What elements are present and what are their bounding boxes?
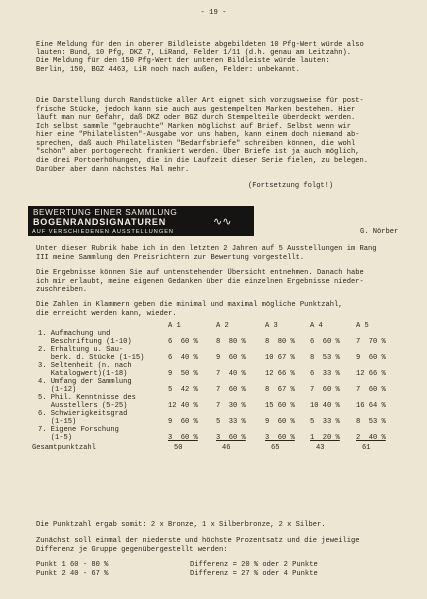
table-cell: 15 60 %	[265, 402, 295, 410]
squiggle-ornament: ∿∿	[213, 215, 232, 228]
paragraph-line: frische Stücke, jedoch kann sie auch aus gestempelten Marken bestehen. Hier	[36, 106, 356, 114]
column-header: A 1	[168, 322, 181, 330]
table-row	[38, 426, 402, 434]
paragraph-line: III meine Sammlung den Preisrichtern zur Bewertung vorgestellt.	[36, 254, 305, 262]
table-row	[38, 354, 402, 362]
intro-line: Eine Meldung für den in oberer Bildleiste abgebildeten 10 Pfg-Wert würde also	[36, 41, 364, 49]
table-cell: 16 64 %	[356, 402, 386, 410]
paragraph-line: sprechen, daß auch Philatelisten "Bedarfsbriefe" schreiben können, die wohl	[36, 140, 356, 148]
paragraph-line: läuft man nur Gefahr, daß DKZ oder BGZ durch Stempelteile überdeckt werden.	[36, 114, 356, 122]
paragraph-line: Ich selbst sammle "gebrauchte" Marken möglichst auf Brief. Selbst wenn wir	[36, 123, 352, 131]
heading-line-1: BEWERTUNG EINER SAMMLUNG	[33, 208, 178, 217]
table-cell: 10 67 %	[265, 354, 295, 362]
heading-line-2: BOGENRANDSIGNATUREN	[33, 217, 167, 227]
intro-line: Die Meldung für den 150 Pfg-Wert der unteren Bildleiste würde lauten:	[36, 57, 330, 65]
table-cell: 5 42 %	[168, 386, 198, 394]
table-cell: 12 66 %	[265, 370, 295, 378]
total-cell: 61	[362, 444, 371, 452]
continuation-note: (Fortsetzung folgt!)	[248, 182, 334, 190]
paragraph-line: zuschreiben.	[36, 286, 88, 294]
paragraph-line: die erreicht werden kann, wieder.	[36, 310, 177, 318]
table-cell: 8 53 %	[356, 418, 386, 426]
point-difference: Differenz = 27 % oder 4 Punkte	[190, 570, 318, 578]
table-cell: 8 53 %	[310, 354, 340, 362]
table-cell: 5 33 %	[310, 418, 340, 426]
row-label: (1-5)	[38, 434, 73, 442]
table-cell: 5 33 %	[216, 418, 246, 426]
table-row	[38, 410, 402, 418]
table-cell: 6 40 %	[168, 354, 198, 362]
point-difference: Differenz = 20 % oder 2 Punkte	[190, 561, 318, 569]
table-row	[38, 362, 402, 370]
section-heading-banner	[28, 206, 254, 236]
row-label: 4. Umfang der Sammlung	[38, 378, 132, 386]
table-cell: 9 60 %	[356, 354, 386, 362]
result-line: Die Punktzahl ergab somit: 2 x Bronze, 1 x Silberbronze, 2 x Silber.	[36, 521, 326, 529]
table-row	[38, 338, 402, 346]
row-label: 7. Eigene Forschung	[38, 426, 119, 434]
table-row	[38, 330, 402, 338]
row-label: (1-15)	[38, 418, 77, 426]
total-label: Gesamtpunktzahl	[32, 444, 96, 452]
table-cell: 8 80 %	[216, 338, 246, 346]
intro-line: Berlin, 150, BGZ 4463, LiR noch nach außen, Felder: unbekannt.	[36, 66, 300, 74]
row-label: Beschriftung (1-10)	[38, 338, 132, 346]
table-row	[38, 434, 402, 442]
row-label: Katalogwert)(1-18)	[38, 370, 128, 378]
table-cell: 7 70 %	[356, 338, 386, 346]
table-cell: 12 66 %	[356, 370, 386, 378]
table-cell: 1 20 %	[310, 434, 340, 442]
table-row	[38, 386, 402, 394]
table-cell: 7 60 %	[216, 386, 246, 394]
article-author: G. Nörber	[360, 228, 399, 236]
table-row	[38, 402, 402, 410]
table-row	[38, 418, 402, 426]
paragraph-line: Die Zahlen in Klammern geben die minimal und maximal mögliche Punktzahl,	[36, 301, 343, 309]
row-label: 2. Erhaltung u. Sau-	[38, 346, 124, 354]
table-cell: 8 67 %	[265, 386, 295, 394]
paragraph-line: Differenz je Gruppe gegenübergestellt werden:	[36, 546, 228, 554]
table-cell: 9 60 %	[168, 418, 198, 426]
table-cell: 3 60 %	[265, 434, 295, 442]
table-cell: 7 60 %	[310, 386, 340, 394]
total-cell: 43	[316, 444, 325, 452]
row-label: Ausstellers (5-25)	[38, 402, 128, 410]
column-header: A 5	[356, 322, 369, 330]
total-cell: 46	[222, 444, 231, 452]
point-label: Punkt 2 40 - 67 %	[36, 570, 109, 578]
table-cell: 7 60 %	[356, 386, 386, 394]
paragraph-line: Unter dieser Rubrik habe ich in den letzten 2 Jahren auf 5 Ausstellungen im Rang	[36, 245, 377, 253]
table-cell: 9 60 %	[265, 418, 295, 426]
total-cell: 50	[174, 444, 183, 452]
total-cell: 65	[271, 444, 280, 452]
table-cell: 3 60 %	[216, 434, 246, 442]
row-label: 3. Seltenheit (n. nach	[38, 362, 132, 370]
table-row	[38, 378, 402, 386]
column-header: A 3	[265, 322, 278, 330]
heading-line-3: AUF VERSCHIEDENEN AUSSTELLUNGEN	[32, 229, 174, 235]
table-row	[38, 394, 402, 402]
table-cell: 9 50 %	[168, 370, 198, 378]
table-row	[38, 370, 402, 378]
paragraph-line: Zunächst soll einmal der niederste und höchste Prozentsatz und die jeweilige	[36, 537, 360, 545]
table-row	[38, 346, 402, 354]
paragraph-line: Die Ergebnisse können Sie auf untenstehender Übersicht entnehmen. Danach habe	[36, 269, 364, 277]
row-label: 1. Aufmachung und	[38, 330, 111, 338]
table-cell: 3 60 %	[168, 434, 198, 442]
table-cell: 2 40 %	[356, 434, 386, 442]
paragraph-line: "schön" aber portogerecht frankiert werden. Über Briefe ist ja auch möglich,	[36, 148, 360, 156]
paragraph-line: Darüber aber dann nächstes Mal mehr.	[36, 166, 190, 174]
column-header: A 2	[216, 322, 229, 330]
table-header-row	[38, 322, 402, 330]
row-label: 6. Schwierigkeitsgrad	[38, 410, 128, 418]
column-header: A 4	[310, 322, 323, 330]
table-cell: 9 60 %	[216, 354, 246, 362]
paragraph-line: die drei Portoerhöhungen, die in die Laufzeit dieser Serie fielen, zu belegen.	[36, 157, 369, 165]
paragraph-line: ich mir erlaubt, meine eigenen Gedanken über die einzelnen Ergebnisse nieder-	[36, 278, 364, 286]
table-cell: 10 40 %	[310, 402, 340, 410]
table-cell: 6 60 %	[168, 338, 198, 346]
paragraph-line: Die Darstellung durch Randstücke aller Art eignet sich vorzugsweise für post-	[36, 97, 364, 105]
row-label: berk. d. Stücke (1-15)	[38, 354, 145, 362]
table-cell: 8 80 %	[265, 338, 295, 346]
page-number: - 19 -	[200, 9, 227, 17]
table-cell: 7 40 %	[216, 370, 246, 378]
paragraph-line: hier eine "Philatelisten"-Ausgabe vor uns haben, kann einem doch niemand ab-	[36, 131, 360, 139]
table-cell: 6 33 %	[310, 370, 340, 378]
table-cell: 12 40 %	[168, 402, 198, 410]
total-row	[38, 442, 402, 452]
row-label: (1-12)	[38, 386, 77, 394]
row-label: 5. Phil. Kenntnisse des	[38, 394, 136, 402]
table-cell: 7 30 %	[216, 402, 246, 410]
intro-line: lauten: Bund, 10 Pfg, DKZ 7, LiRand, Felder 1/11 (d.h. genau am Leitzahn).	[36, 49, 352, 57]
table-cell: 6 60 %	[310, 338, 340, 346]
point-label: Punkt 1 60 - 80 %	[36, 561, 109, 569]
evaluation-table	[32, 322, 402, 452]
